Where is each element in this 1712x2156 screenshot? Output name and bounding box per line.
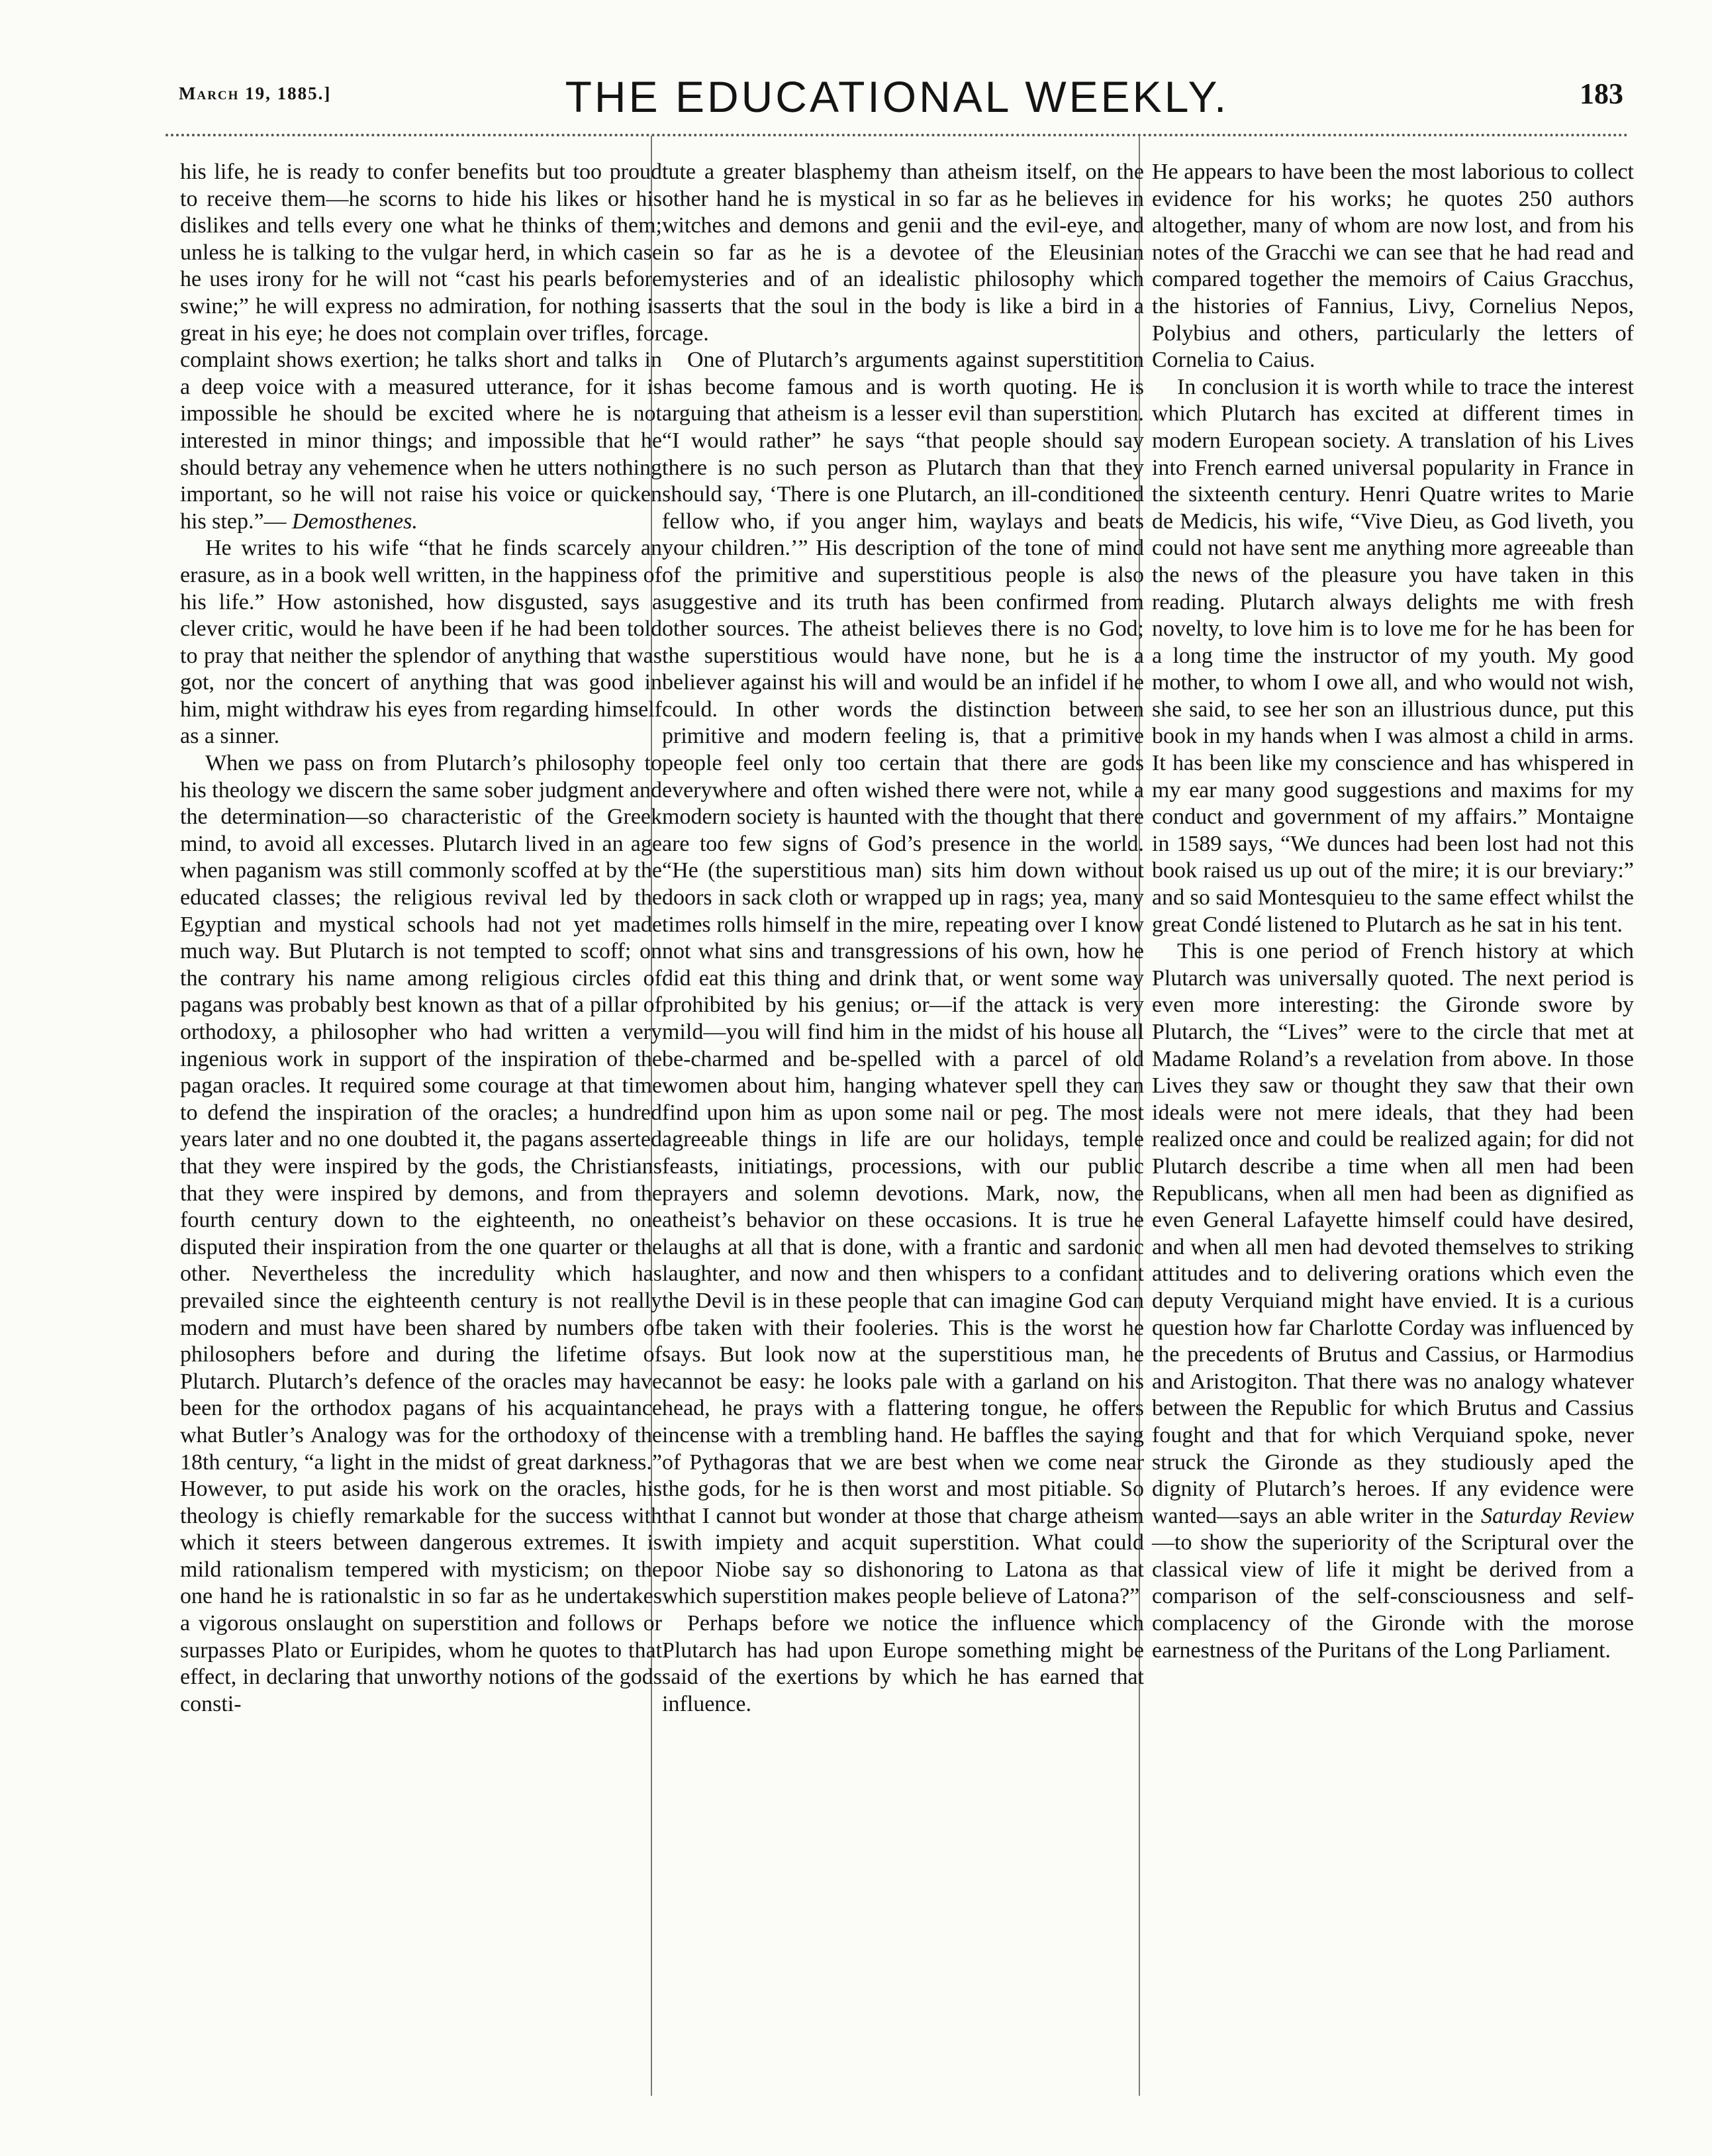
header-rule (166, 134, 1629, 136)
publication-reference: Saturday Review (1480, 1503, 1635, 1528)
page-number: 183 (1580, 77, 1623, 110)
paragraph: He writes to his wife “that he finds scarcely an erasure, as in a book well written, in the happiness of his life.” How astonished, how disgusted, says a clever critic, would he have been if he had been told to pray that neither the splendor of anything that was got, nor the concert of anything that was good in him, might withdraw his eyes from regarding himself as a sinner. (180, 536, 662, 749)
column-3 (1152, 159, 1634, 1664)
paragraph-text: his life, he is ready to confer benefits but too proud to receive them—he scorns to hide his likes or his dislikes and tells every one what he thinks of them; unless he is talking to the vulgar herd, in which case he uses irony for he will not “cast his pearls before swine;” he will express no admiration, for nothing is great in his eye; he does not complain over trifles, for complaint shows exertion; he talks short and talks in a deep voice with a measured utterance, for it is impossible he should be excited where he is not interested in minor things; and impossible that he should betray any vehemence when he utters nothing important, so he will not raise his voice or quicken his step.”— (180, 160, 662, 534)
paragraph: One of Plutarch’s arguments against superstitition has become famous and is worth quoting. He is arguing that atheism is a lesser evil than superstition. “I would rather” he says “that people should say there is no such person as Plutarch than that they should say, ‘There is one Plutarch, an ill-conditioned fellow who, if you anger him, waylays and beats your children.’” His description of the tone of mind of the primitive and superstitious people is also suggestive and its truth has been confirmed from other sources. The atheist believes there is no God; the superstitious would have none, but he is a believer against his will and would be an infidel if he could. In other words the distinction between primitive and modern feeling is, that a primitive people feel only too certain that there are gods everywhere and often wished there were not, while a modern society is haunted with the thought that there are too few signs of God’s presence in the world. “He (the superstitious man) sits him down without doors in sack cloth or wrapped up in rags; yea, many times rolls himself in the mire, repeating over I know not what sins and transgressions of his own, how he did eat this thing and drink that, or went some way prohibited by his genius; or—if the attack is very mild—you will find him in the midst of his house all be-charmed and be-spelled with a parcel of old women about him, hanging whatever spell they can find upon him as upon some nail or peg. The most agreeable things in life are our holidays, temple feasts, initiatings, processions, with our public prayers and solemn devotions. Mark, now, the atheist’s behavior on these occasions. It is true he laughs at all that is done, with a frantic and sardonic laughter, and now and then whispers to a confidant the Devil is in these people that can imagine God can be taken with their fooleries. This is the worst he says. But look now at the superstitious man, he cannot be easy: he looks pale with a garland on his head, he prays with a flattering tongue, he offers incense with a trembling hand. He baffles the saying of Pythagoras that we are best when we come near the gods, for he is then worst and most pitiable. So that I cannot but wonder at those that charge atheism with impiety and acquit superstition. What could poor Niobe say so dishonoring to Latona as that which superstition makes people believe of Latona?” (662, 348, 1144, 1609)
paragraph: In conclusion it is worth while to trace the interest which Plutarch has excited at different times in modern European society. A translation of his Lives into French earned universal popularity in France in the sixteenth century. Henri Quatre writes to Marie de Medicis, his wife, “Vive Dieu, as God liveth, you could not have sent me anything more agreeable than the news of the pleasure you have taken in this reading. Plutarch always delights me with fresh novelty, to love him is to love me for he has been for a long time the instructor of my youth. My good mother, to whom I owe all, and who would not wish, she said, to see her son an illustrious dunce, put this book in my hands when I was almost a child in arms. It has been like my conscience and has whispered in my ear many good suggestions and maxims for my conduct and government of my affairs.” Montaigne in 1589 says, “We dunces had been lost had not this book raised us up out of the mire; it is our breviary:” and so said Montesquieu to the same effect whilst the great Condé listened to Plutarch as he sat in his tent. (1152, 374, 1634, 937)
paragraph: He appears to have been the most laborious to collect evidence for his works; he quotes 250 authors altogether, many of whom are now lost, and from his notes of the Gracchi we can see that he had read and compared together the memoirs of Caius Gracchus, the histories of Fannius, Livy, Cornelius Nepos, Polybius and others, particularly the letters of Cornelia to Caius. (1152, 160, 1634, 373)
paragraph: When we pass on from Plutarch’s philosophy to his theology we discern the same sober judgment and the determination—so characteristic of the Greek mind, to avoid all excesses. Plutarch lived in an age when paganism was still commonly scoffed at by the educated classes; the religious revival led by the Egyptian and mystical schools had not yet made much way. But Plutarch is not tempted to scoff; on the contrary his name among religious circles of pagans was probably best known as that of a pillar of orthodoxy, a philosopher who had written a very ingenious work in support of the inspiration of the pagan oracles. It required some courage at that time to defend the inspiration of the oracles; a hundred years later and no one doubted it, the pagans asserted that they were inspired by the gods, the Christians that they were inspired by demons, and from the fourth century down to the eighteenth, no one disputed their inspiration from the one quarter or the other. Nevertheless the incredulity which has prevailed since the eighteenth century is not really modern and must have been shared by numbers of philosophers before and during the lifetime of Plutarch. Plutarch’s defence of the oracles may have been for the orthodox pagans of his acquaintance what Butler’s Analogy was for the orthodoxy of the 18th century, “a light in the midst of great darkness.” However, to put aside his work on the oracles, his theology is chiefly remarkable for the success with which it steers between dangerous extremes. It is mild rationalism tempered with mysticism; on the one hand he is rationalstic in so far as he undertakes a vigorous onslaught on superstition and follows or surpasses Plato or Euripides, whom he quotes to that effect, in declaring that unworthy notions of the gods consti- (180, 751, 662, 1716)
paragraph (1152, 938, 1634, 1664)
paragraph-text: —to show the superiority of the Scriptural over the classical view of life it might be derived from a comparison of the self-consciousness and self-complacency of the Gironde with the morose earnestness of the Puritans of the Long Parliament. (1152, 1530, 1634, 1663)
paragraph (180, 159, 662, 535)
column-2 (662, 159, 1144, 1718)
paragraph-text: This is one period of French history at which Plutarch was universally quoted. The next period is even more interesting: the Gironde swore by Plutarch, the “Lives” were to the circle that met at Madame Roland’s a revelation from above. In those Lives they saw or thought they saw that their own ideals were not mere ideals, that they had been realized once and could be realized again; for did not Plutarch describe a time when all men had been Republicans, when all men had been as dignified as even General Lafayette himself could have desired, and when all men had devoted themselves to striking attitudes and to delivering orations which even the deputy Verquiand might have envied. It is a curious question how far Charlotte Corday was influenced by the precedents of Brutus and Cassius, or Harmodius and Aristogiton. That there was no analogy whatever between the Republic for which Brutus and Cassius fought and that for which Verquiand spoke, never struck the Gironde as they studiously aped the dignity of Plutarch’s heroes. If any evidence were wanted—says an able writer in the (1152, 939, 1634, 1528)
citation: Demosthenes. (292, 509, 418, 534)
paragraph: tute a greater blasphemy than atheism itself, on the other hand he is mystical in so far as he believes in witches and demons and genii and the evil-eye, and in so far as he is a devotee of the Eleusinian mysteries and of an idealistic philosophy which asserts that the soul in the body is like a bird in a cage. (662, 160, 1144, 346)
masthead (166, 72, 1629, 124)
column-1 (180, 159, 662, 1718)
paragraph: Perhaps before we notice the influence which Plutarch has had upon Europe something might be said of the exertions by which he has earned that influence. (662, 1611, 1144, 1716)
issue-date: March 19, 1885.] (179, 83, 332, 103)
publication-title: THE EDUCATIONAL WEEKLY. (565, 72, 1229, 121)
